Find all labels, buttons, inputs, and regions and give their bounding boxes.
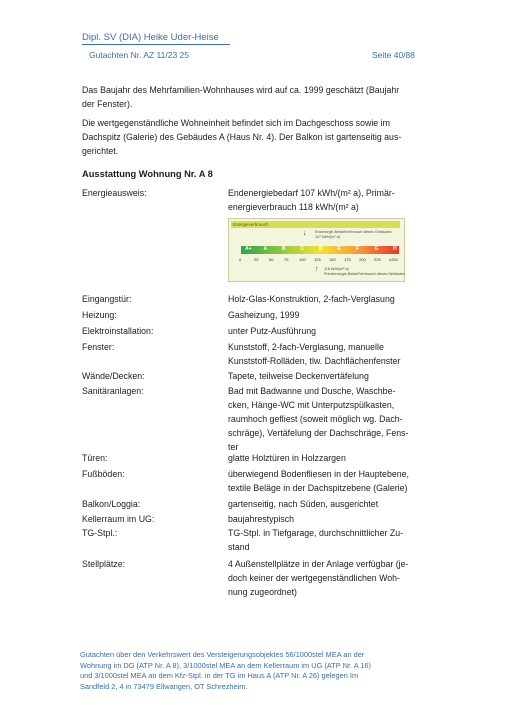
energy-value — [228, 186, 395, 214]
text-line: Das Baujahr des Mehrfamilien-Wohnhauses wird auf ca. 1999 geschätzt (Baujahr — [82, 85, 400, 95]
field-label: Heizung: — [82, 310, 117, 320]
energy-class-label: B — [282, 246, 286, 252]
primary-arrow-icon: ↑ — [315, 266, 319, 273]
report-reference: Gutachten Nr. AZ 11/23 25 — [89, 50, 190, 60]
note-line: Endenergie-Bedarf/Verbrauch dieses Gebäudes — [315, 230, 392, 234]
text-line: Endenergiebedarf 107 kWh/(m² a), Primär- — [228, 188, 395, 198]
field-label: Sanitäranlagen: — [82, 386, 144, 396]
text-line: gartenseitig, nach Süden, ausgerichtet — [228, 499, 379, 509]
endenergy-arrow-icon: ↓ — [303, 230, 307, 237]
text-line: stand — [228, 542, 250, 552]
energy-class-label: F — [356, 246, 360, 252]
section-title: Ausstattung Wohnung Nr. A 8 — [82, 169, 213, 179]
text-line: ter — [228, 442, 239, 452]
field-label: Türen: — [82, 453, 108, 463]
field-label: Elektroinstallation: — [82, 326, 154, 336]
field-value — [228, 526, 403, 554]
field-value — [228, 451, 346, 465]
intro-paragraph-1 — [82, 83, 426, 111]
text-line: energieverbrauch 118 kWh/(m² a) — [228, 202, 359, 212]
text-line: schräge), Vertäfelung der Dachschräge, Fens- — [228, 428, 409, 438]
energy-class-label: G — [374, 246, 379, 252]
author-name: Dipl. SV (DIA) Heike Uder-Heise — [82, 32, 219, 43]
note-line: 107 kWh/(m²·a) — [315, 234, 340, 239]
scale-tick-label: 100 — [299, 257, 306, 262]
text-line: Tapete, teilweise Deckenvertäfelung — [228, 371, 369, 381]
scale-tick-label: 75 — [284, 257, 289, 262]
energy-class-label: D — [319, 246, 323, 252]
scale-tick-label: 25 — [254, 257, 259, 262]
field-value — [228, 384, 408, 454]
field-label: Kellerraum im UG: — [82, 514, 155, 524]
energy-class-label: A — [263, 246, 268, 252]
page-number: Seite 40/88 — [372, 50, 416, 60]
text-line: doch keiner der wertgegenständlichen Woh- — [228, 573, 400, 583]
footer-line: und 3/1000stel MEA an dem Kfz-Stpl. in der TG im Haus A (ATP Nr. A 26) gelegen Im — [80, 671, 359, 680]
primary-note — [324, 267, 405, 276]
text-line: textile Beläge in der Dachspitzebene (Galerie) — [228, 483, 408, 493]
field-value — [228, 369, 369, 383]
field-value — [228, 512, 294, 526]
field-label: Eingangstür: — [82, 294, 132, 304]
energy-card-title: Energieverbrauch — [231, 221, 400, 228]
field-value — [228, 292, 395, 306]
field-value — [228, 308, 299, 322]
page-footer — [80, 650, 430, 692]
text-line: überwiegend Bodenfliesen in der Hauptebene, — [228, 469, 409, 479]
text-line: unter Putz-Ausführung — [228, 326, 317, 336]
intro-paragraph-2 — [82, 116, 426, 158]
text-line: baujahrestypisch — [228, 514, 295, 524]
text-line: raumhoch gefliest (soweit möglich wg. Dach- — [228, 414, 403, 424]
field-label: Fußböden: — [82, 469, 125, 479]
scale-tick-label: 125 — [314, 257, 321, 262]
scale-tick-label: 225 — [374, 257, 381, 262]
text-line: Die wertgegenständliche Wohneinheit befindet sich im Dachgeschoss sowie im — [82, 118, 390, 128]
text-line: Dachspitz (Galerie) des Gebäudes A (Haus Nr. 4). Der Balkon ist gartenseitig aus- — [82, 132, 402, 142]
text-line: Kunststoff, 2-fach-Verglasung, manuelle — [228, 342, 384, 352]
energy-class-label: C — [300, 246, 305, 252]
footer-line: Sandfeld 2, 4 in 73479 Ellwangen, OT Schrezheim. — [80, 681, 248, 691]
scale-tick-label: 175 — [344, 257, 351, 262]
note-line: 118 kWh/(m²·a) — [324, 267, 349, 271]
field-label: Stellplätze: — [82, 559, 126, 569]
text-line: Gasheizung, 1999 — [228, 310, 300, 320]
text-line: Holz-Glas-Konstruktion, 2-fach-Verglasung — [228, 294, 395, 304]
field-label: TG-Stpl.: — [82, 528, 118, 538]
field-value — [228, 557, 408, 599]
energy-label: Energieausweis: — [82, 188, 147, 198]
scale-tick-label: 50 — [269, 257, 274, 262]
endenergy-note — [315, 230, 392, 239]
text-line: nung zugeordnet) — [228, 587, 297, 597]
field-label: Wände/Decken: — [82, 371, 145, 381]
text-line: TG-Stpl. in Tiefgarage, durchschnittlicher Zu- — [228, 528, 404, 538]
text-line: cken, Hänge-WC mit Unterputzspülkasten, — [228, 400, 395, 410]
header-rule — [82, 44, 230, 45]
scale-tick-label: ≥250 — [389, 257, 398, 262]
field-value — [228, 467, 409, 495]
energy-class-label: A+ — [245, 246, 252, 252]
scale-tick-label: 0 — [239, 257, 242, 262]
text-line: Bad mit Badwanne und Dusche, Waschbe- — [228, 386, 396, 396]
note-line: Primärenergie-Bedarf/Verbrauch dieses Gebäudes — [324, 271, 405, 276]
energy-class-label: E — [337, 246, 341, 252]
energy-class-label: H — [393, 246, 397, 252]
scale-tick-label: 200 — [359, 257, 366, 262]
text-line: glatte Holztüren in Holzzargen — [228, 453, 346, 463]
energy-certificate-graphic — [228, 218, 405, 282]
footer-line: Wohnung im DG (ATP Nr. A 8), 3/1000stel MEA an dem Kellerraum im UG (ATP Nr. A 16) — [80, 660, 371, 670]
field-value — [228, 340, 400, 368]
field-value — [228, 324, 316, 338]
text-line: gerichtet. — [82, 146, 119, 156]
field-value — [228, 497, 378, 511]
text-line: 4 Außenstellplätze in der Anlage verfügbar (je- — [228, 559, 409, 569]
text-line: Kunststoff-Rolläden, tlw. Dachflächenfenster — [228, 356, 401, 366]
text-line: der Fenster). — [82, 99, 133, 109]
footer-line: Gutachten über den Verkehrswert des Versteigerungsobjektes 56/1000stel MEA an der — [80, 650, 365, 659]
field-label: Balkon/Loggia: — [82, 499, 141, 509]
field-label: Fenster: — [82, 342, 115, 352]
scale-tick-label: 150 — [329, 257, 336, 262]
